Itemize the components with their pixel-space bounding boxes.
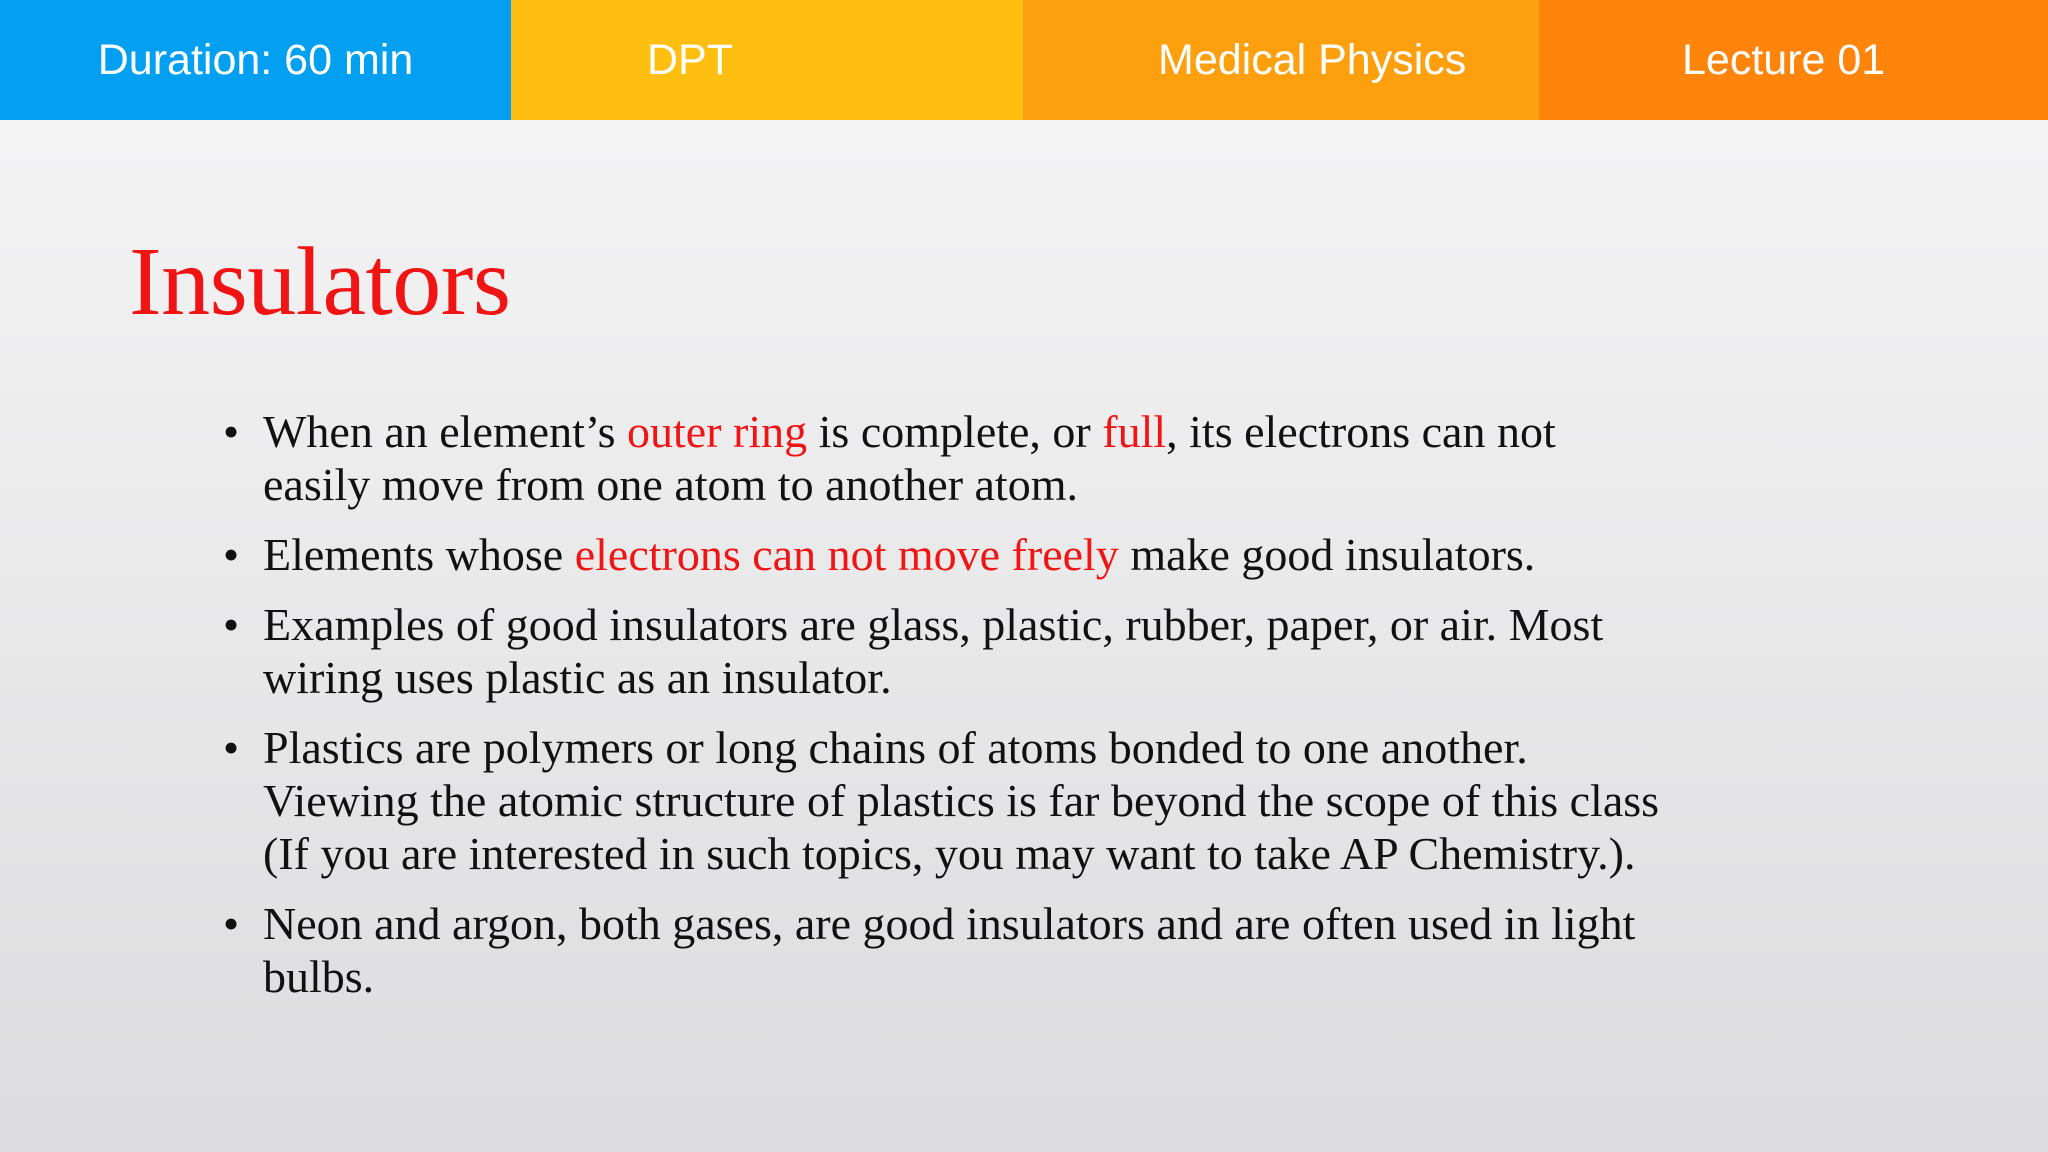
highlight-text: outer ring	[627, 406, 808, 457]
course-label: Medical Physics	[1023, 0, 1539, 120]
bullet-item	[223, 405, 1663, 511]
bullet-text: Neon and argon, both gases, are good insulators and are often used in light bulbs.	[263, 898, 1636, 1002]
highlight-text: electrons can not move freely	[574, 529, 1119, 580]
bullet-text: Examples of good insulators are glass, plastic, rubber, paper, or air. Most wiring uses plastic as an insulator.	[263, 599, 1604, 703]
header-bar	[0, 0, 2048, 120]
bullet-item	[223, 721, 1663, 880]
bullet-item	[223, 897, 1663, 1003]
lecture-label: Lecture 01	[1539, 0, 2048, 120]
slide-title: Insulators	[129, 228, 511, 336]
highlight-text: full	[1102, 406, 1167, 457]
bullet-text: Plastics are polymers or long chains of atoms bonded to one another. Viewing the atomic structure of plastics is far beyond the scope of this class (If you are interested in such topics, you may want to take AP Chemistry.).	[263, 722, 1660, 879]
bullet-text: make good insulators.	[1118, 529, 1536, 580]
duration-label: Duration: 60 min	[0, 0, 511, 120]
bullet-icon: •	[223, 722, 240, 773]
bullet-list	[223, 405, 1663, 1020]
program-label: DPT	[511, 0, 1023, 120]
bullet-icon: •	[223, 529, 240, 580]
bullet-text: is complete, or	[807, 406, 1103, 457]
bullet-text: Elements whose	[263, 529, 575, 580]
bullet-icon: •	[223, 898, 240, 949]
bullet-icon: •	[223, 406, 240, 457]
bullet-item	[223, 528, 1663, 581]
bullet-item	[223, 598, 1663, 704]
bullet-text: When an element’s	[263, 406, 628, 457]
bullet-icon: •	[223, 599, 240, 650]
bullet-text: , its electrons can not easily move from one atom to another atom.	[263, 406, 1556, 510]
